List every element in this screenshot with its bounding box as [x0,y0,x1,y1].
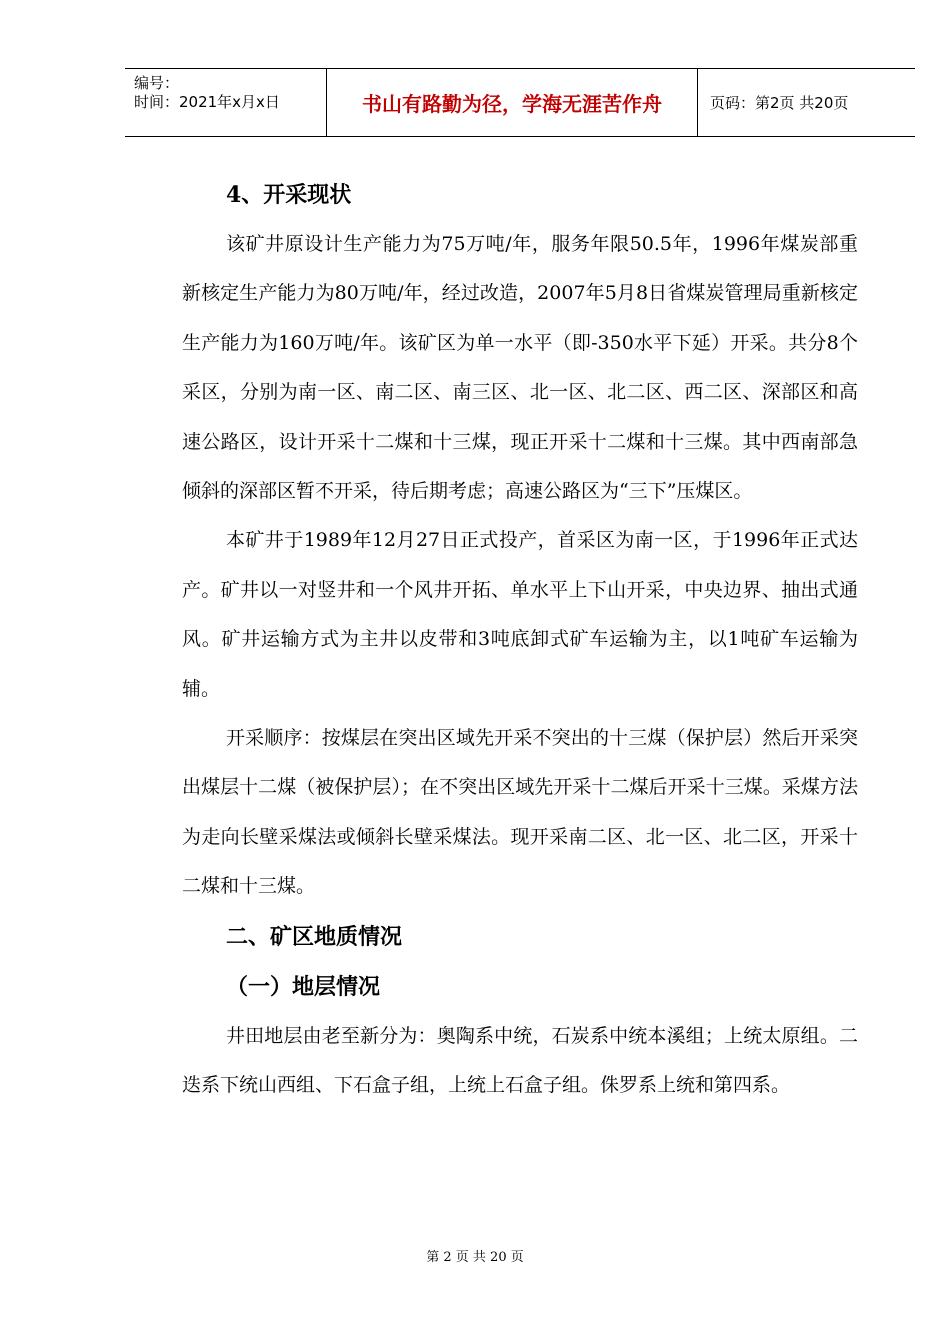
time-label: 时间：2021年x月x日 [134,93,280,111]
paragraph-capacity: 该矿井原设计生产能力为75万吨/年，服务年限50.5年，1996年煤炭部重新核定生产能力为80万吨/年，经过改造，2007年5月8日省煤炭管理局重新核定生产能力为160万吨/年。该矿区为单一水平（即-350水平下延）开采。共分8个采区，分别为南一区、南二区、南三区、北一区、北二区、西二区、深部区和高速公路区，设计开采十二煤和十三煤，现正开采十二煤和十三煤。其中西南部急倾斜的深部区暂不开采，待后期考虑；高速公路区为“三下”压煤区。 [182,233,858,503]
header-meta-cell [125,69,327,136]
document-body [182,170,858,1111]
section-heading-geology: 二、矿区地质情况 [226,923,403,950]
header-motto: 书山有路勤为径，学海无涯苦作舟 [327,69,698,136]
paragraph-mining-sequence: 开采顺序：按煤层在突出区域先开采不突出的十三煤（保护层）然后开采突出煤层十二煤（被保护层）；在不突出区域先开采十二煤后开采十三煤。采煤方法为走向长壁采煤法或倾斜长壁采煤法。现开采南二区、北一区、北二区，开采十二煤和十三煤。 [182,727,858,898]
page-footer: 第 2 页 共 20 页 [426,1250,524,1265]
subsection-heading-strata: （一）地层情况 [226,973,381,1000]
header-page-info: 页码：第2页 共20页 [710,94,849,112]
section-heading-mining-status: 4、开采现状 [226,182,352,208]
serial-number-label: 编号： [134,74,180,92]
page-header [125,68,915,137]
paragraph-strata: 井田地层由老至新分为：奥陶系中统，石炭系中统本溪组；上统太原组。二迭系下统山西组、下石盒子组，上统上石盒子组。侏罗系上统和第四系。 [182,1024,858,1097]
paragraph-production: 本矿井于1989年12月27日正式投产，首采区为南一区，于1996年正式达产。矿井以一对竖井和一个风井开拓、单水平上下山开采，中央边界、抽出式通风。矿井运输方式为主井以皮带和3吨底卸式矿车运输为主，以1吨矿车运输为辅。 [182,529,858,700]
